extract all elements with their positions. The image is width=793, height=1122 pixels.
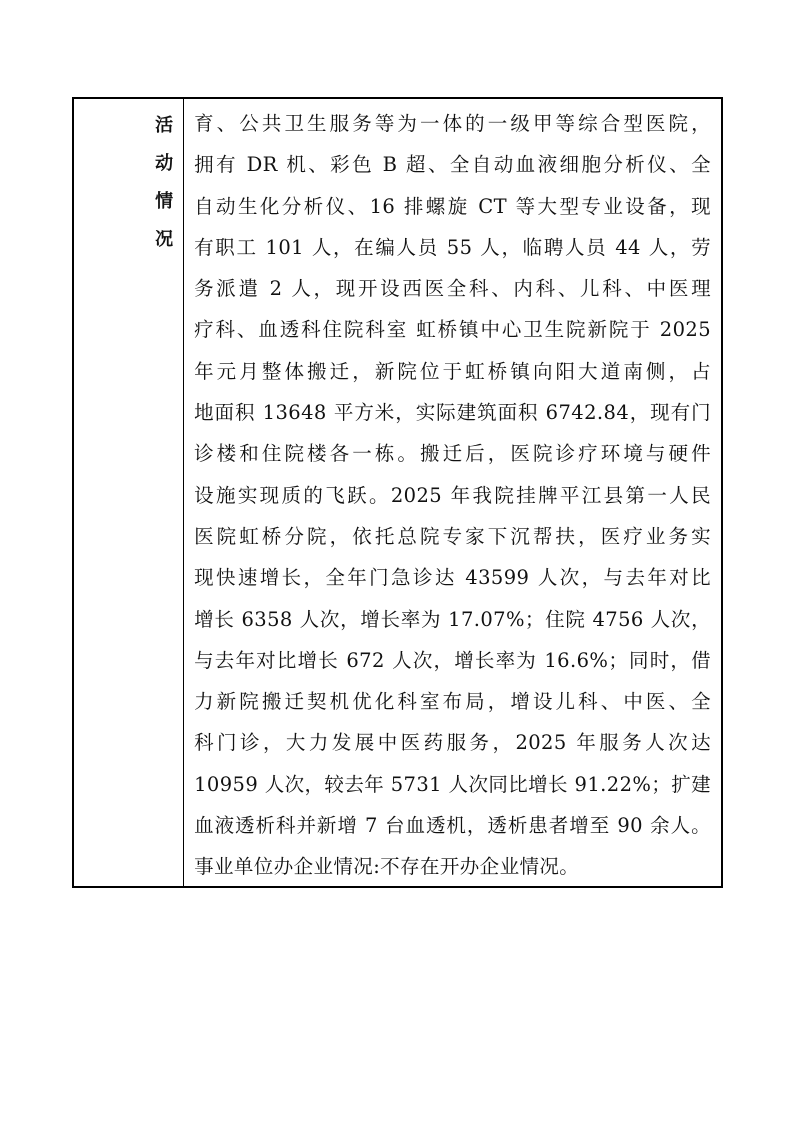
section-label-cell [74, 99, 184, 886]
section-label [74, 101, 183, 281]
activity-table [72, 97, 723, 888]
content-line: 务派遣 2 人，现开设西医全科、内科、儿科、中医理 [194, 277, 711, 301]
content-line: 有职工 101 人，在编人员 55 人，临聘人员 44 人，劳 [194, 235, 711, 259]
content-line: 设施实现质的飞跃。2025 年我院挂牌平江县第一人民 [194, 483, 711, 507]
content-line: 诊楼和住院楼各一栋。搬迁后，医院诊疗环境与硬件 [194, 442, 711, 466]
content-line: 自动生化分析仪、16 排螺旋 CT 等大型专业设备，现 [194, 194, 711, 218]
content-line: 科门诊，大力发展中医药服务，2025 年服务人次达 [194, 731, 711, 755]
section-content [184, 99, 721, 886]
content-line: 年元月整体搬迁，新院位于虹桥镇向阳大道南侧，占 [194, 359, 711, 383]
content-line: 地面积 13648 平方米，实际建筑面积 6742.84，现有门 [194, 401, 711, 425]
content-line: 增长 6358 人次，增长率为 17.07%；住院 4756 人次， [194, 607, 711, 631]
content-line: 疗科、血透科住院科室 虹桥镇中心卫生院新院于 2025 [194, 318, 711, 342]
content-line: 拥有 DR 机、彩色 B 超、全自动血液细胞分析仪、全 [194, 153, 711, 177]
content-line: 育、公共卫生服务等为一体的一级甲等综合型医院， [194, 112, 711, 135]
content-line: 10959 人次，较去年 5731 人次同比增长 91.22%；扩建 [194, 772, 711, 796]
content-line: 与去年对比增长 672 人次，增长率为 16.6%；同时，借 [194, 648, 711, 672]
content-line: 医院虹桥分院，依托总院专家下沉帮扶，医疗业务实 [194, 524, 711, 548]
content-line: 事业单位办企业情况:不存在开办企业情况。 [194, 855, 580, 879]
content-line: 现快速增长，全年门急诊达 43599 人次，与去年对比 [194, 566, 711, 590]
content-line: 血液透析科并新增 7 台血透机，透析患者增至 90 余人。 [194, 814, 711, 838]
content-line: 力新院搬迁契机优化科室布局，增设儿科、中医、全 [194, 690, 711, 714]
section-label-text: 活动情况 [152, 115, 174, 267]
